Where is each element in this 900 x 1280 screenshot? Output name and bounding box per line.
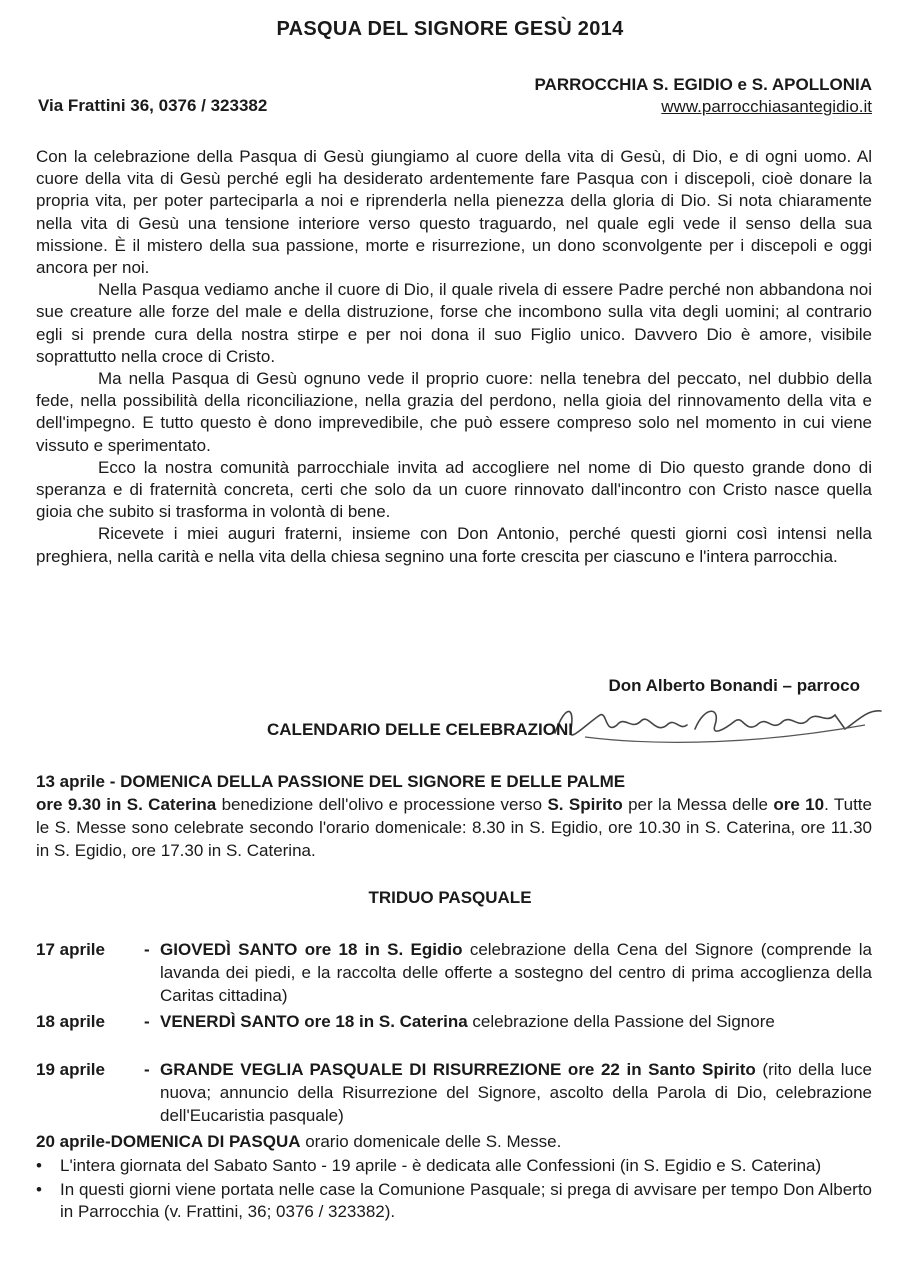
letter-paragraph: Ecco la nostra comunità parrocchiale invita ad accogliere nel nome di Dio questo grande dono di speranza e di fraternità concreta, certi che solo da un cuore rinnovato dall'incontro con Cristo nasce quella gioia che subito si trasforma in volontà di bene. <box>36 457 872 522</box>
palm-text: per la Messa delle <box>622 795 774 814</box>
event-date: 17 aprile <box>36 940 105 959</box>
easter-letter <box>36 146 872 568</box>
palm-time: ore 9.30 in S. Caterina <box>36 795 217 814</box>
event-text: celebrazione della Passione del Signore <box>467 1012 775 1031</box>
palm-text: . Tutte le S. Messe sono celebrate secondo l'orario domenicale: 8.30 in S. Egidio, ore 10.30 in S. Caterina, ore 11.30 in S. Egidio, ore 17.30 in S. Caterina. <box>36 795 872 860</box>
calendar-title: CALENDARIO DELLE CELEBRAZIONI <box>267 720 573 739</box>
event-title: VENERDÌ SANTO ore 18 in S. Caterina <box>160 1012 468 1031</box>
notes-list <box>36 1155 872 1225</box>
event-text: (rito della luce nuova; annuncio della Risurrezione del Signore, ascolto della Parola di Dio, celebrazione dell'Eucaristia pasquale) <box>160 1060 872 1125</box>
bullet-icon: • <box>36 1179 42 1199</box>
palm-mass-time: ore 10 <box>773 795 825 814</box>
event-title: GIOVEDÌ SANTO ore 18 in S. Egidio <box>160 940 463 959</box>
signature-name: Don Alberto Bonandi – parroco <box>608 676 860 695</box>
letter-paragraph: Con la celebrazione della Pasqua di Gesù giungiamo al cuore della vita di Gesù, di Dio, e di ogni uomo. Al cuore della vita di Gesù perché egli ha desiderato ardentemente fare Pasqua con i discepoli, cioè donare la propria vita, per poter parteciparla a noi e riprenderla nella pienezza della gloria di Dio. Si nota chiaramente nella vita di Gesù una tensione interiore verso questo traguardo, nel quale egli vede il senso della sua missione. È il mistero della sua passione, morte e risurrezione, un dono sconvolgente per i discepoli e oggi ancora per noi. <box>36 147 872 278</box>
bullet-icon: • <box>36 1156 42 1175</box>
event-date: 19 aprile <box>36 1060 105 1079</box>
page-title: PASQUA DEL SIGNORE GESÙ 2014 <box>276 18 624 40</box>
palm-sunday-heading: 13 aprile - DOMENICA DELLA PASSIONE DEL SIGNORE E DELLE PALME <box>36 772 626 791</box>
event-entry: 19 aprile - GRANDE VEGLIA PASQUALE DI RISURREZIONE ore 22 in Santo Spirito (rito della luce nuova; annuncio della Risurrezione del Signore, ascolto della Parola di Dio, celebrazione dell'Eucaristia pasquale) <box>36 1060 872 1125</box>
parish-address: Via Frattini 36, 0376 / 323382 <box>38 96 268 115</box>
palm-place: S. Spirito <box>547 795 623 814</box>
event-entry <box>36 1130 872 1153</box>
event-entry: 17 aprile - GIOVEDÌ SANTO ore 18 in S. Egidio celebrazione della Cena del Signore (comprende la lavanda dei piedi, e la raccolta delle offerte a sostegno del centro di prima accoglienza della Caritas cittadina) <box>36 940 872 1005</box>
letter-paragraph: Ma nella Pasqua di Gesù ognuno vede il proprio cuore: nella tenebra del peccato, nel dubbio della fede, nella possibilità della riconciliazione, nella grazia del perdono, nella gioia del rinnovamento della vita e dell'impegno. E tutto questo è dono imprevedibile, che può essere compreso solo nel momento in cui viene vissuto e sperimentato. <box>36 369 872 455</box>
event-title: DOMENICA DI PASQUA <box>110 1132 301 1151</box>
list-item <box>36 1155 872 1178</box>
triduo-title: TRIDUO PASQUALE <box>368 888 532 907</box>
event-title: GRANDE VEGLIA PASQUALE DI RISURREZIONE ore 22 in Santo Spirito <box>160 1060 756 1079</box>
event-text: orario domenicale delle S. Messe. <box>300 1132 562 1151</box>
letter-paragraph: Ricevete i miei auguri fraterni, insieme con Don Antonio, perché questi giorni così intensi nella preghiera, nella carità e nella vita della chiesa segnino una forte crescita per ciascuno e l'intera parrocchia. <box>36 524 872 566</box>
list-item <box>36 1179 872 1224</box>
note-text: L'intera giornata del Sabato Santo - 19 aprile - è dedicata alle Confessioni (in S. Egidio e S. Caterina) <box>60 1156 822 1175</box>
parish-name: PARROCCHIA S. EGIDIO e S. APOLLONIA <box>534 75 872 94</box>
event-date: 20 aprile- <box>36 1132 111 1151</box>
parish-header <box>402 74 872 118</box>
palm-text: benedizione dell'olivo e processione verso <box>216 795 548 814</box>
palm-sunday-entry <box>36 770 872 862</box>
event-entry: 18 aprile - VENERDÌ SANTO ore 18 in S. Caterina celebrazione della Passione del Signore <box>36 1012 775 1031</box>
letter-paragraph: Nella Pasqua vediamo anche il cuore di Dio, il quale rivela di essere Padre perché non abbandona noi sue creature alle forze del male e della distruzione, forse che incombono sulla vita degli uomini; al contrario egli si prende cura della nostra stirpe e per noi dona il suo Figlio unico. Davvero Dio è amore, visibile soprattutto nella croce di Cristo. <box>36 280 872 366</box>
note-text: In questi giorni viene portata nelle case la Comunione Pasquale; si prega di avvisare per tempo Don Alberto in Parrocchia (v. Frattini, 36; 0376 / 323382). <box>60 1179 872 1221</box>
event-text: celebrazione della Cena del Signore (comprende la lavanda dei piedi, e la raccolta delle offerte a sostegno del centro di prima accoglienza della Caritas cittadina) <box>160 940 872 1005</box>
event-date: 18 aprile <box>36 1012 105 1031</box>
parish-website-link[interactable]: www.parrocchiasantegidio.it <box>661 97 872 116</box>
